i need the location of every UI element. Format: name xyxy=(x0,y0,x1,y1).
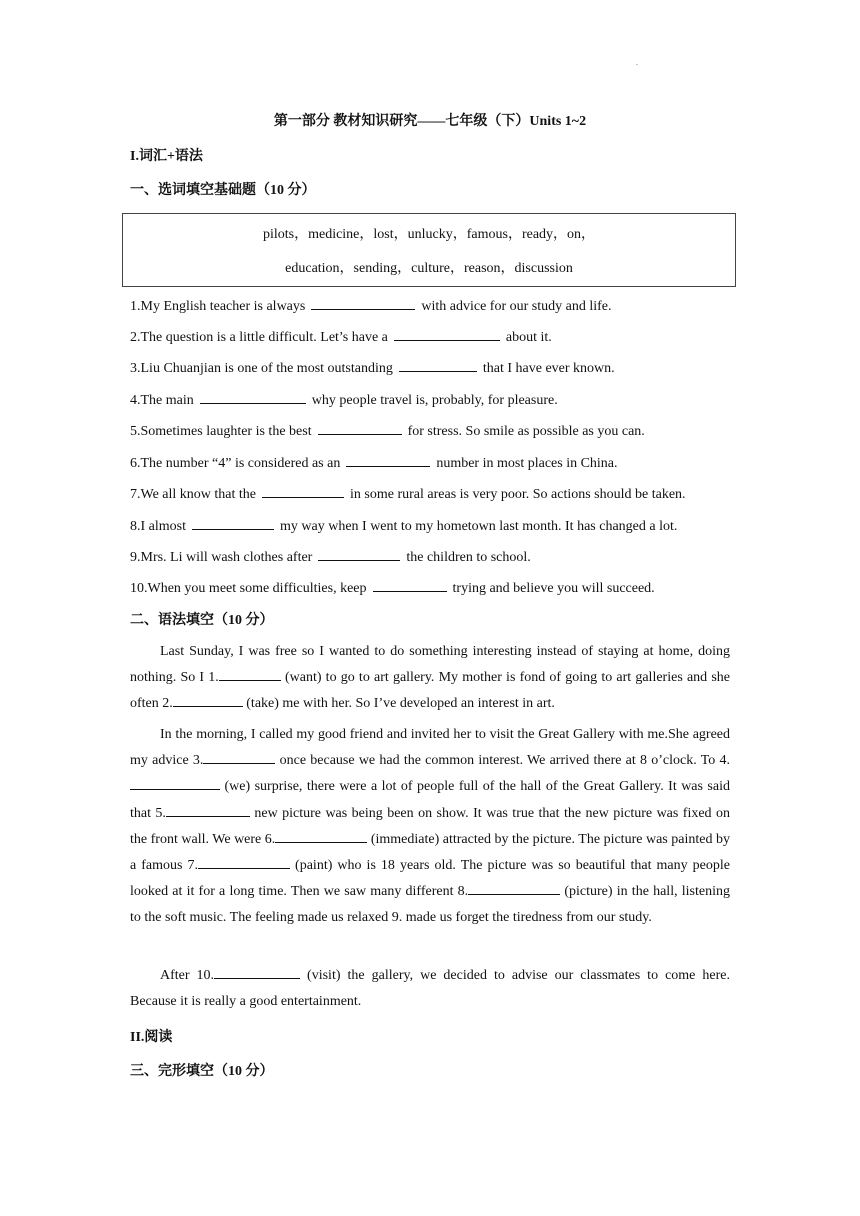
question-8 xyxy=(130,515,677,535)
question-9 xyxy=(130,546,531,566)
page-title: 第一部分 教材知识研究——七年级（下）Units 1~2 xyxy=(273,114,587,129)
answer-blank[interactable] xyxy=(173,692,243,707)
question-text: 2.The question is a little difficult. Let’s have a xyxy=(130,330,388,345)
answer-blank[interactable] xyxy=(130,775,220,790)
question-text: in some rural areas is very poor. So actions should be taken. xyxy=(350,487,686,502)
question-text: 10.When you meet some difficulties, keep xyxy=(130,581,367,596)
word-bank-line-2: education，sending，culture，reason，discussion xyxy=(285,261,573,276)
question-text: 4.The main xyxy=(130,393,194,408)
answer-blank[interactable] xyxy=(275,828,367,843)
question-text: why people travel is, probably, for pleasure. xyxy=(311,393,558,408)
question-text: number in most places in China. xyxy=(436,456,618,471)
section-heading-vocab-grammar: I.词汇+语法 xyxy=(130,149,203,164)
question-10 xyxy=(130,577,655,597)
passage-text: In the morning, I called my good friend and invited her to visit the Great Gallery with me.She agreed my advice 3. xyxy=(130,727,730,769)
word-bank-line-1: pilots，medicine，lost，unlucky，famous，ready，on， xyxy=(262,227,596,242)
question-text: with advice for our study and life. xyxy=(421,299,612,314)
answer-blank[interactable] xyxy=(262,483,344,498)
passage-text: After 10. xyxy=(160,968,215,983)
question-text: that I have ever known. xyxy=(482,361,615,376)
question-text: 7.We all know that the xyxy=(130,487,257,502)
answer-blank[interactable] xyxy=(214,964,300,979)
question-text: 1.My English teacher is always xyxy=(130,299,306,314)
question-text: for stress. So smile as possible as you can. xyxy=(407,424,645,439)
passage-text: (want) to go to art gallery. My mother is fond of going to art galleries and she often 2. xyxy=(130,670,730,712)
part-heading-cloze: 三、完形填空（10 分） xyxy=(130,1064,274,1079)
passage-text: Last Sunday, I was free so I wanted to do something interesting instead of staying at home, doing nothing. So I 1. xyxy=(130,644,730,686)
answer-blank[interactable] xyxy=(192,515,274,530)
passage-text: new picture was being been on show. It was true that the new picture was fixed on the front wall. We were 6. xyxy=(130,805,730,847)
passage-paragraph-3 xyxy=(130,963,730,1015)
passage-paragraph-1 xyxy=(130,639,730,718)
word-bank-box xyxy=(122,213,736,287)
question-text: 9.Mrs. Li will wash clothes after xyxy=(130,550,313,565)
answer-blank[interactable] xyxy=(219,666,281,681)
question-text: my way when I went to my hometown last month. It has changed a lot. xyxy=(280,519,678,534)
question-6 xyxy=(130,452,618,472)
question-text: 3.Liu Chuanjian is one of the most outstanding xyxy=(130,361,393,376)
question-4 xyxy=(130,389,558,409)
question-7 xyxy=(130,483,686,503)
answer-blank[interactable] xyxy=(399,357,477,372)
question-text: 6.The number “4” is considered as an xyxy=(130,456,341,471)
passage-paragraph-2 xyxy=(130,722,730,932)
passage-text: (immediate) attracted by the picture. The picture was painted by a famous 7. xyxy=(130,831,730,874)
answer-blank[interactable] xyxy=(198,854,290,869)
question-text: 8.I almost xyxy=(130,519,186,534)
question-text: trying and believe you will succeed. xyxy=(452,581,655,596)
passage-text: (we) surprise, there were a lot of people full of the hall of the Great Gallery. It was said that 5. xyxy=(130,779,730,821)
question-text: the children to school. xyxy=(406,550,531,565)
passage-text: (picture) in the hall, listening to the soft music. The feeling made us relaxed 9. made us forget the tiredness from our study. xyxy=(130,884,730,926)
answer-blank[interactable] xyxy=(311,295,415,310)
passage-text: (paint) who is 18 years old. The picture was so beautiful that many people looked at it for a long time. Then we saw many different 8. xyxy=(130,858,731,900)
question-text: 5.Sometimes laughter is the best xyxy=(130,424,312,439)
answer-blank[interactable] xyxy=(318,420,402,435)
answer-blank[interactable] xyxy=(318,546,400,561)
question-1 xyxy=(130,295,611,315)
answer-blank[interactable] xyxy=(166,802,250,817)
question-text: about it. xyxy=(505,330,552,345)
answer-blank[interactable] xyxy=(394,326,500,341)
answer-blank[interactable] xyxy=(468,880,560,895)
answer-blank[interactable] xyxy=(203,749,275,764)
passage-text: (visit) the gallery, we decided to advise our classmates to come here. Because it is really a good entertainment. xyxy=(130,968,730,1010)
question-2 xyxy=(130,326,552,346)
passage-text: (take) me with her. So I’ve developed an interest in art. xyxy=(242,696,555,712)
question-3 xyxy=(130,357,615,377)
part-heading-word-choice: 一、选词填空基础题（10 分） xyxy=(130,183,316,198)
page-dot: . xyxy=(636,58,638,67)
answer-blank[interactable] xyxy=(346,452,430,467)
answer-blank[interactable] xyxy=(373,577,447,592)
part-heading-grammar-fill: 二、语法填空（10 分） xyxy=(130,613,274,628)
section-heading-reading: II.阅读 xyxy=(130,1030,173,1045)
question-5 xyxy=(130,420,645,440)
passage-text: once because we had the common interest. We arrived there at 8 o’clock. To 4. xyxy=(275,753,731,769)
answer-blank[interactable] xyxy=(200,389,306,404)
